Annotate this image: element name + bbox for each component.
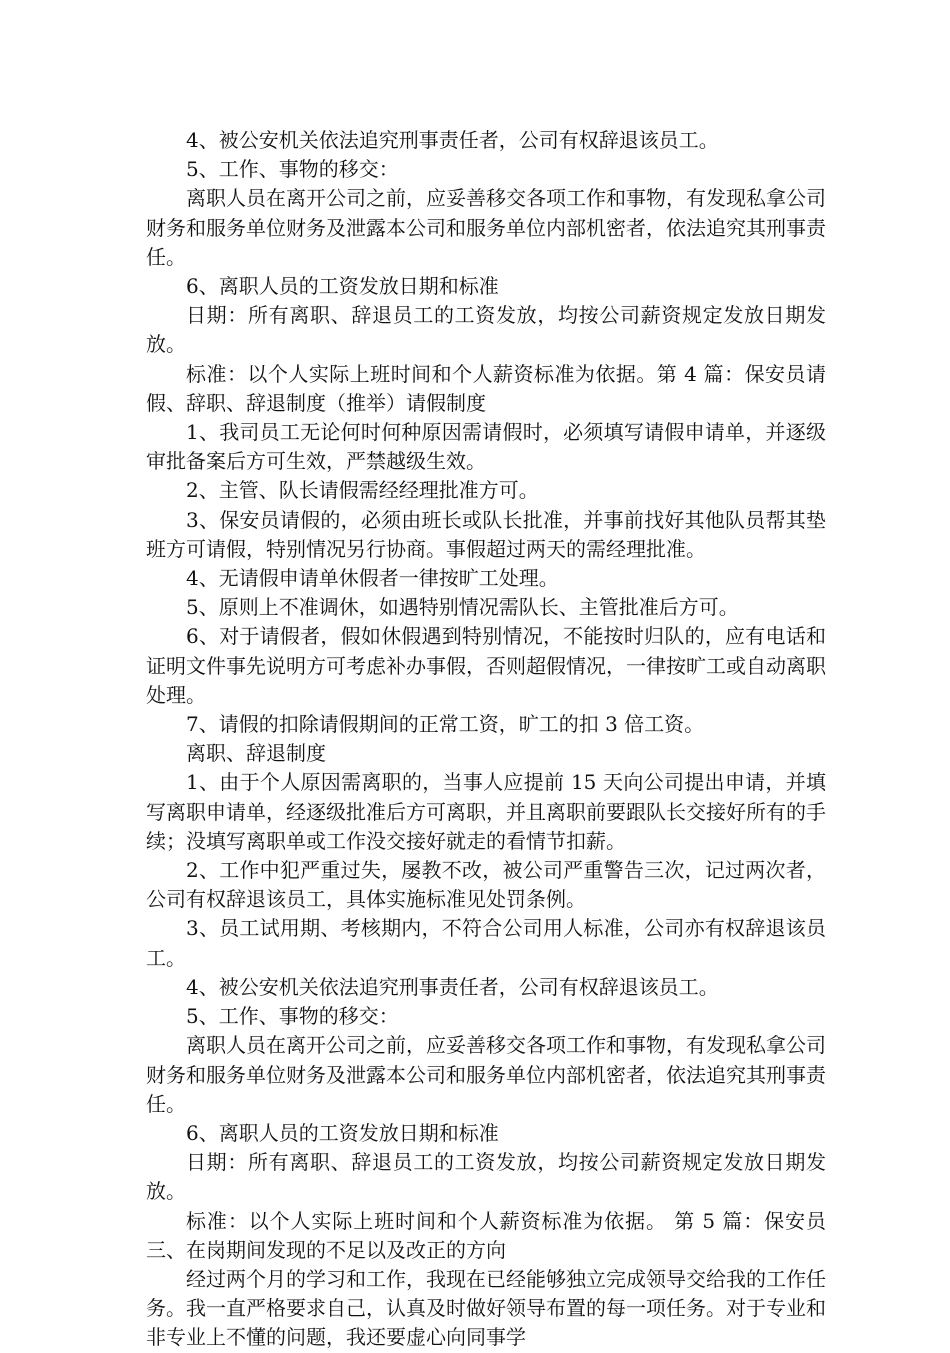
- paragraph: 4、被公安机关依法追究刑事责任者，公司有权辞退该员工。: [186, 974, 719, 999]
- paragraph: 日期：所有离职、辞退员工的工资发放，均按公司薪资规定发放日期发放。: [146, 1150, 826, 1204]
- paragraph: 1、由于个人原因需离职的，当事人应提前 15 天向公司提出申请，并填写离职申请单，经逐级批准后方可离职，并且离职前要跟队长交接好所有的手续；没填写离职单或工作没交接好就走的看情节扣薪。: [146, 770, 826, 853]
- paragraph: 5、工作、事物的移交：: [186, 1004, 399, 1029]
- paragraph: 1、我司员工无论何时何种原因需请假时，必须填写请假申请单，并逐级审批备案后方可生效，严禁越级生效。: [146, 420, 826, 474]
- paragraph: 3、保安员请假的，必须由班长或队长批准，并事前找好其他队员帮其垫班方可请假，特别情况另行协商。事假超过两天的需经理批准。: [146, 507, 826, 561]
- paragraph: 5、原则上不准调休，如遇特别情况需队长、主管批准后方可。: [186, 595, 739, 620]
- paragraph: 标准：以个人实际上班时间和个人薪资标准为依据。 第 5 篇：保安员三、在岗期间发现的不足以及改正的方向: [146, 1208, 826, 1262]
- paragraph: 2、主管、队长请假需经经理批准方可。: [186, 478, 539, 503]
- paragraph: 6、离职人员的工资发放日期和标准: [186, 274, 499, 299]
- paragraph: 5、工作、事物的移交：: [186, 157, 399, 182]
- paragraph: 4、无请假申请单休假者一律按旷工处理。: [186, 566, 559, 591]
- paragraph: 7、请假的扣除请假期间的正常工资，旷工的扣 3 倍工资。: [186, 712, 705, 737]
- paragraph: 日期：所有离职、辞退员工的工资发放，均按公司薪资规定发放日期发放。: [146, 303, 826, 357]
- paragraph: 标准：以个人实际上班时间和个人薪资标准为依据。第 4 篇：保安员请假、辞职、辞退制度（推举）请假制度: [146, 361, 826, 415]
- paragraph: 4、被公安机关依法追究刑事责任者，公司有权辞退该员工。: [186, 128, 719, 152]
- paragraph: 离职人员在离开公司之前，应妥善移交各项工作和事物，有发现私拿公司财务和服务单位财务及泄露本公司和服务单位内部机密者，依法追究其刑事责任。: [146, 1033, 826, 1116]
- paragraph: 离职人员在离开公司之前，应妥善移交各项工作和事物，有发现私拿公司财务和服务单位财务及泄露本公司和服务单位内部机密者，依法追究其刑事责任。: [146, 186, 826, 269]
- paragraph: 6、对于请假者，假如休假遇到特别情况，不能按时归队的，应有电话和证明文件事先说明方可考虑补办事假，否则超假情况，一律按旷工或自动离职处理。: [146, 624, 826, 707]
- section-heading: 离职、辞退制度: [186, 741, 326, 766]
- document-body: [146, 126, 826, 1353]
- paragraph: 6、离职人员的工资发放日期和标准: [186, 1120, 499, 1145]
- paragraph: 经过两个月的学习和工作，我现在已经能够独立完成领导交给我的工作任务。我一直严格要求自己，认真及时做好领导布置的每一项任务。对于专业和非专业上不懂的问题，我还要虚心向同事学: [146, 1266, 826, 1350]
- paragraph: 2、工作中犯严重过失，屡教不改，被公司严重警告三次，记过两次者，公司有权辞退该员工，具体实施标准见处罚条例。: [146, 858, 826, 912]
- paragraph: 3、员工试用期、考核期内，不符合公司用人标准，公司亦有权辞退该员工。: [146, 916, 826, 970]
